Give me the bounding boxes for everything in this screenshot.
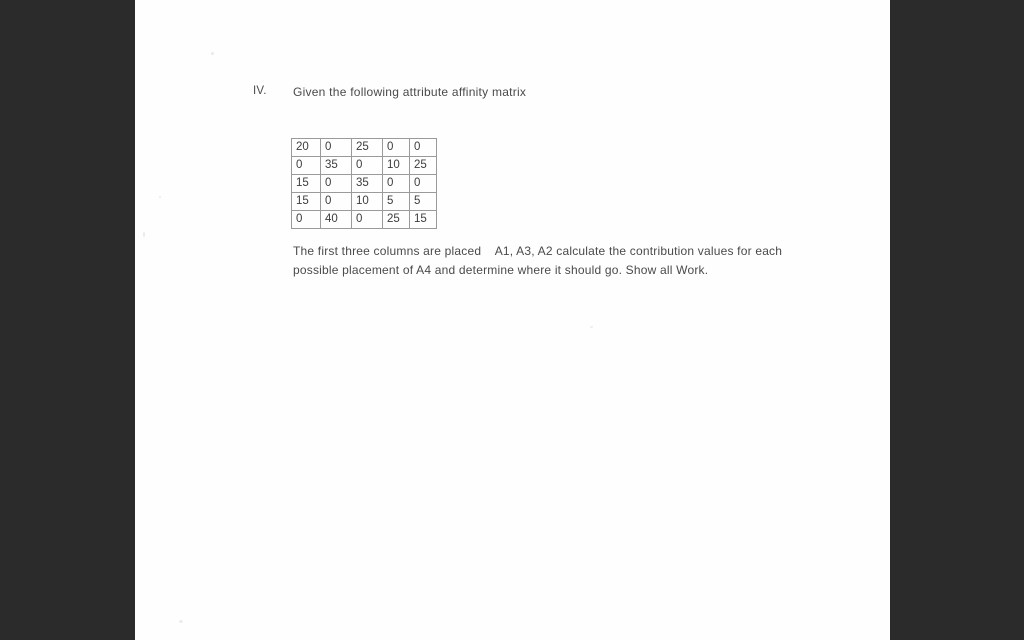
document-content [135,0,890,640]
table-row [292,211,437,229]
table-row [292,193,437,211]
question-body-line: possible placement of A4 and determine where it should go. Show all Work. [293,263,709,277]
table-row [292,157,437,175]
matrix-cell: 15 [410,211,437,229]
matrix-cell: 0 [383,139,410,157]
matrix-cell: 0 [292,211,321,229]
matrix-cell: 0 [321,139,352,157]
question-number: IV. [253,85,267,97]
matrix-cell: 0 [292,157,321,175]
matrix-cell: 5 [410,193,437,211]
scanned-page [135,0,890,640]
table-row [292,175,437,193]
matrix-cell: 10 [352,193,383,211]
matrix-cell: 0 [352,211,383,229]
question-body-line: The first three columns are placed A1, A3, A2 calculate the contribution values for each [293,244,783,258]
matrix-cell: 0 [410,139,437,157]
matrix-cell: 25 [352,139,383,157]
matrix-cell: 0 [321,175,352,193]
matrix-cell: 15 [292,193,321,211]
question-prompt: Given the following attribute affinity matrix [293,85,527,99]
matrix-cell: 0 [383,175,410,193]
matrix-cell: 35 [321,157,352,175]
matrix-cell: 15 [292,175,321,193]
matrix-cell: 25 [410,157,437,175]
matrix-cell: 25 [383,211,410,229]
matrix-cell: 40 [321,211,352,229]
table-row [292,139,437,157]
matrix-cell: 10 [383,157,410,175]
matrix-cell: 0 [321,193,352,211]
matrix-cell: 35 [352,175,383,193]
affinity-matrix-table [291,138,437,229]
matrix-cell: 0 [352,157,383,175]
matrix-cell: 20 [292,139,321,157]
affinity-matrix-container [291,138,437,229]
matrix-cell: 0 [410,175,437,193]
question-body [293,242,913,280]
matrix-cell: 5 [383,193,410,211]
